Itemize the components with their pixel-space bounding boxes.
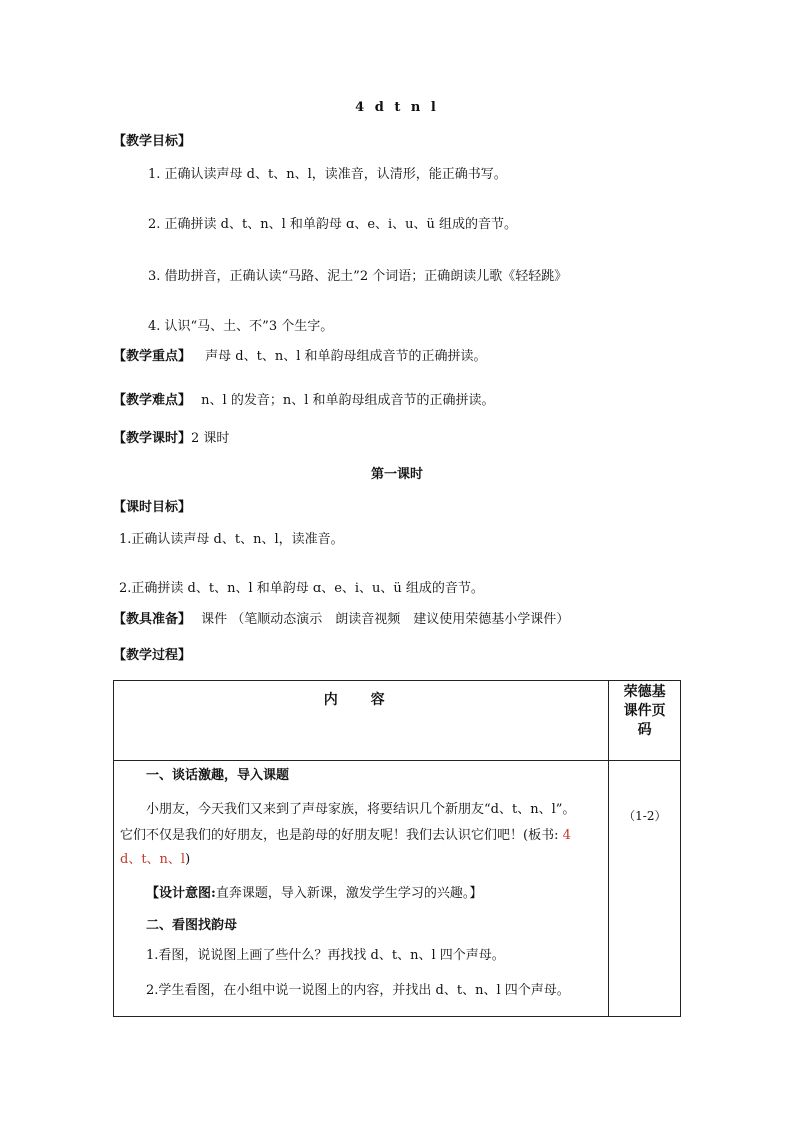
difficulties-text: n、l 的发音；n、l 和单韵母组成音节的正确拼读。 xyxy=(201,393,495,408)
key-points-label: 【教学重点】 xyxy=(113,349,192,364)
step-1: 1.看图，说说图上画了些什么？再找找 d、t、n、l 四个声母。 xyxy=(146,948,505,963)
periods xyxy=(113,430,229,448)
table-row xyxy=(114,761,681,1017)
objective-item-4: 4. 认识“马、土、不”3 个生字。 xyxy=(148,319,334,334)
lesson-objective-item-1: 1.正确认读声母 d、t、n、l，读准音。 xyxy=(119,532,344,547)
step-2: 2.学生看图，在小组中说一说图上的内容，并找出 d、t、n、l 四个声母。 xyxy=(146,983,570,998)
materials-label: 【教具准备】 xyxy=(113,612,192,627)
page-title: 4 d t n l xyxy=(355,100,439,115)
table-header-row xyxy=(114,681,681,761)
key-points-text: 声母 d、t、n、l 和单韵母组成音节的正确拼读。 xyxy=(205,349,487,364)
lesson-title: 第一课时 xyxy=(370,467,423,482)
process-table xyxy=(113,680,681,1017)
para-1-line-3 xyxy=(120,851,190,869)
difficulties-label: 【教学难点】 xyxy=(113,393,192,408)
objective-item-2: 2. 正确拼读 d、t、n、l 和单韵母 ɑ、e、i、u、ü 组成的音节。 xyxy=(148,217,518,232)
design-intent-text: 直奔课题，导入新课，激发学生学习的兴趣。】 xyxy=(215,886,483,901)
side-page-code: （1-2） xyxy=(623,809,667,823)
objective-item-1: 1. 正确认读声母 d、t、n、l，读准音，认清形，能正确书写。 xyxy=(148,167,507,182)
para-1-line-2 xyxy=(120,827,571,845)
section-1-title: 一、谈话激趣，导入课题 xyxy=(146,768,290,783)
header-content-label: 内 容 xyxy=(323,692,399,708)
para-1-line-1: 小朋友，今天我们又来到了声母家族，将要结识几个新朋友“d、t、n、l”。 xyxy=(146,802,576,817)
para-1-line-2-text: 它们不仅是我们的好朋友，也是韵母的好朋友呢！我们去认识它们吧！(板书: xyxy=(120,828,559,843)
materials xyxy=(113,611,569,629)
periods-label: 【教学课时】 xyxy=(113,431,192,446)
difficulties xyxy=(113,392,494,410)
board-note-close: ) xyxy=(185,852,191,867)
board-note-letters: d、t、n、l xyxy=(120,852,186,867)
header-side-line-1: 荣德基 xyxy=(623,684,666,700)
section-2-title: 二、看图找韵母 xyxy=(146,918,238,933)
board-note-number: 4 xyxy=(562,828,571,843)
process-heading: 【教学过程】 xyxy=(113,648,192,663)
design-intent xyxy=(146,885,482,903)
key-points xyxy=(113,348,487,366)
content-cell xyxy=(114,761,609,1017)
lesson-objectives-heading: 【课时目标】 xyxy=(113,500,192,515)
header-side-line-3: 码 xyxy=(637,722,652,738)
header-content-cell xyxy=(114,681,609,761)
lesson-objective-item-2: 2.正确拼读 d、t、n、l 和单韵母 ɑ、e、i、u、ü 组成的音节。 xyxy=(119,581,484,596)
design-intent-label: 【设计意图: xyxy=(146,886,216,901)
objectives-heading: 【教学目标】 xyxy=(113,134,192,149)
periods-text: 2 课时 xyxy=(191,431,230,446)
objective-item-3: 3. 借助拼音，正确认读“马路、泥土”2 个词语；正确朗读儿歌《轻轻跳》 xyxy=(148,269,568,284)
header-side-cell xyxy=(609,681,681,761)
side-page-cell xyxy=(609,761,681,1017)
materials-text: 课件 （笔顺动态演示 朗读音视频 建议使用荣德基小学课件） xyxy=(201,612,570,627)
header-side-line-2: 课件页 xyxy=(623,703,666,719)
